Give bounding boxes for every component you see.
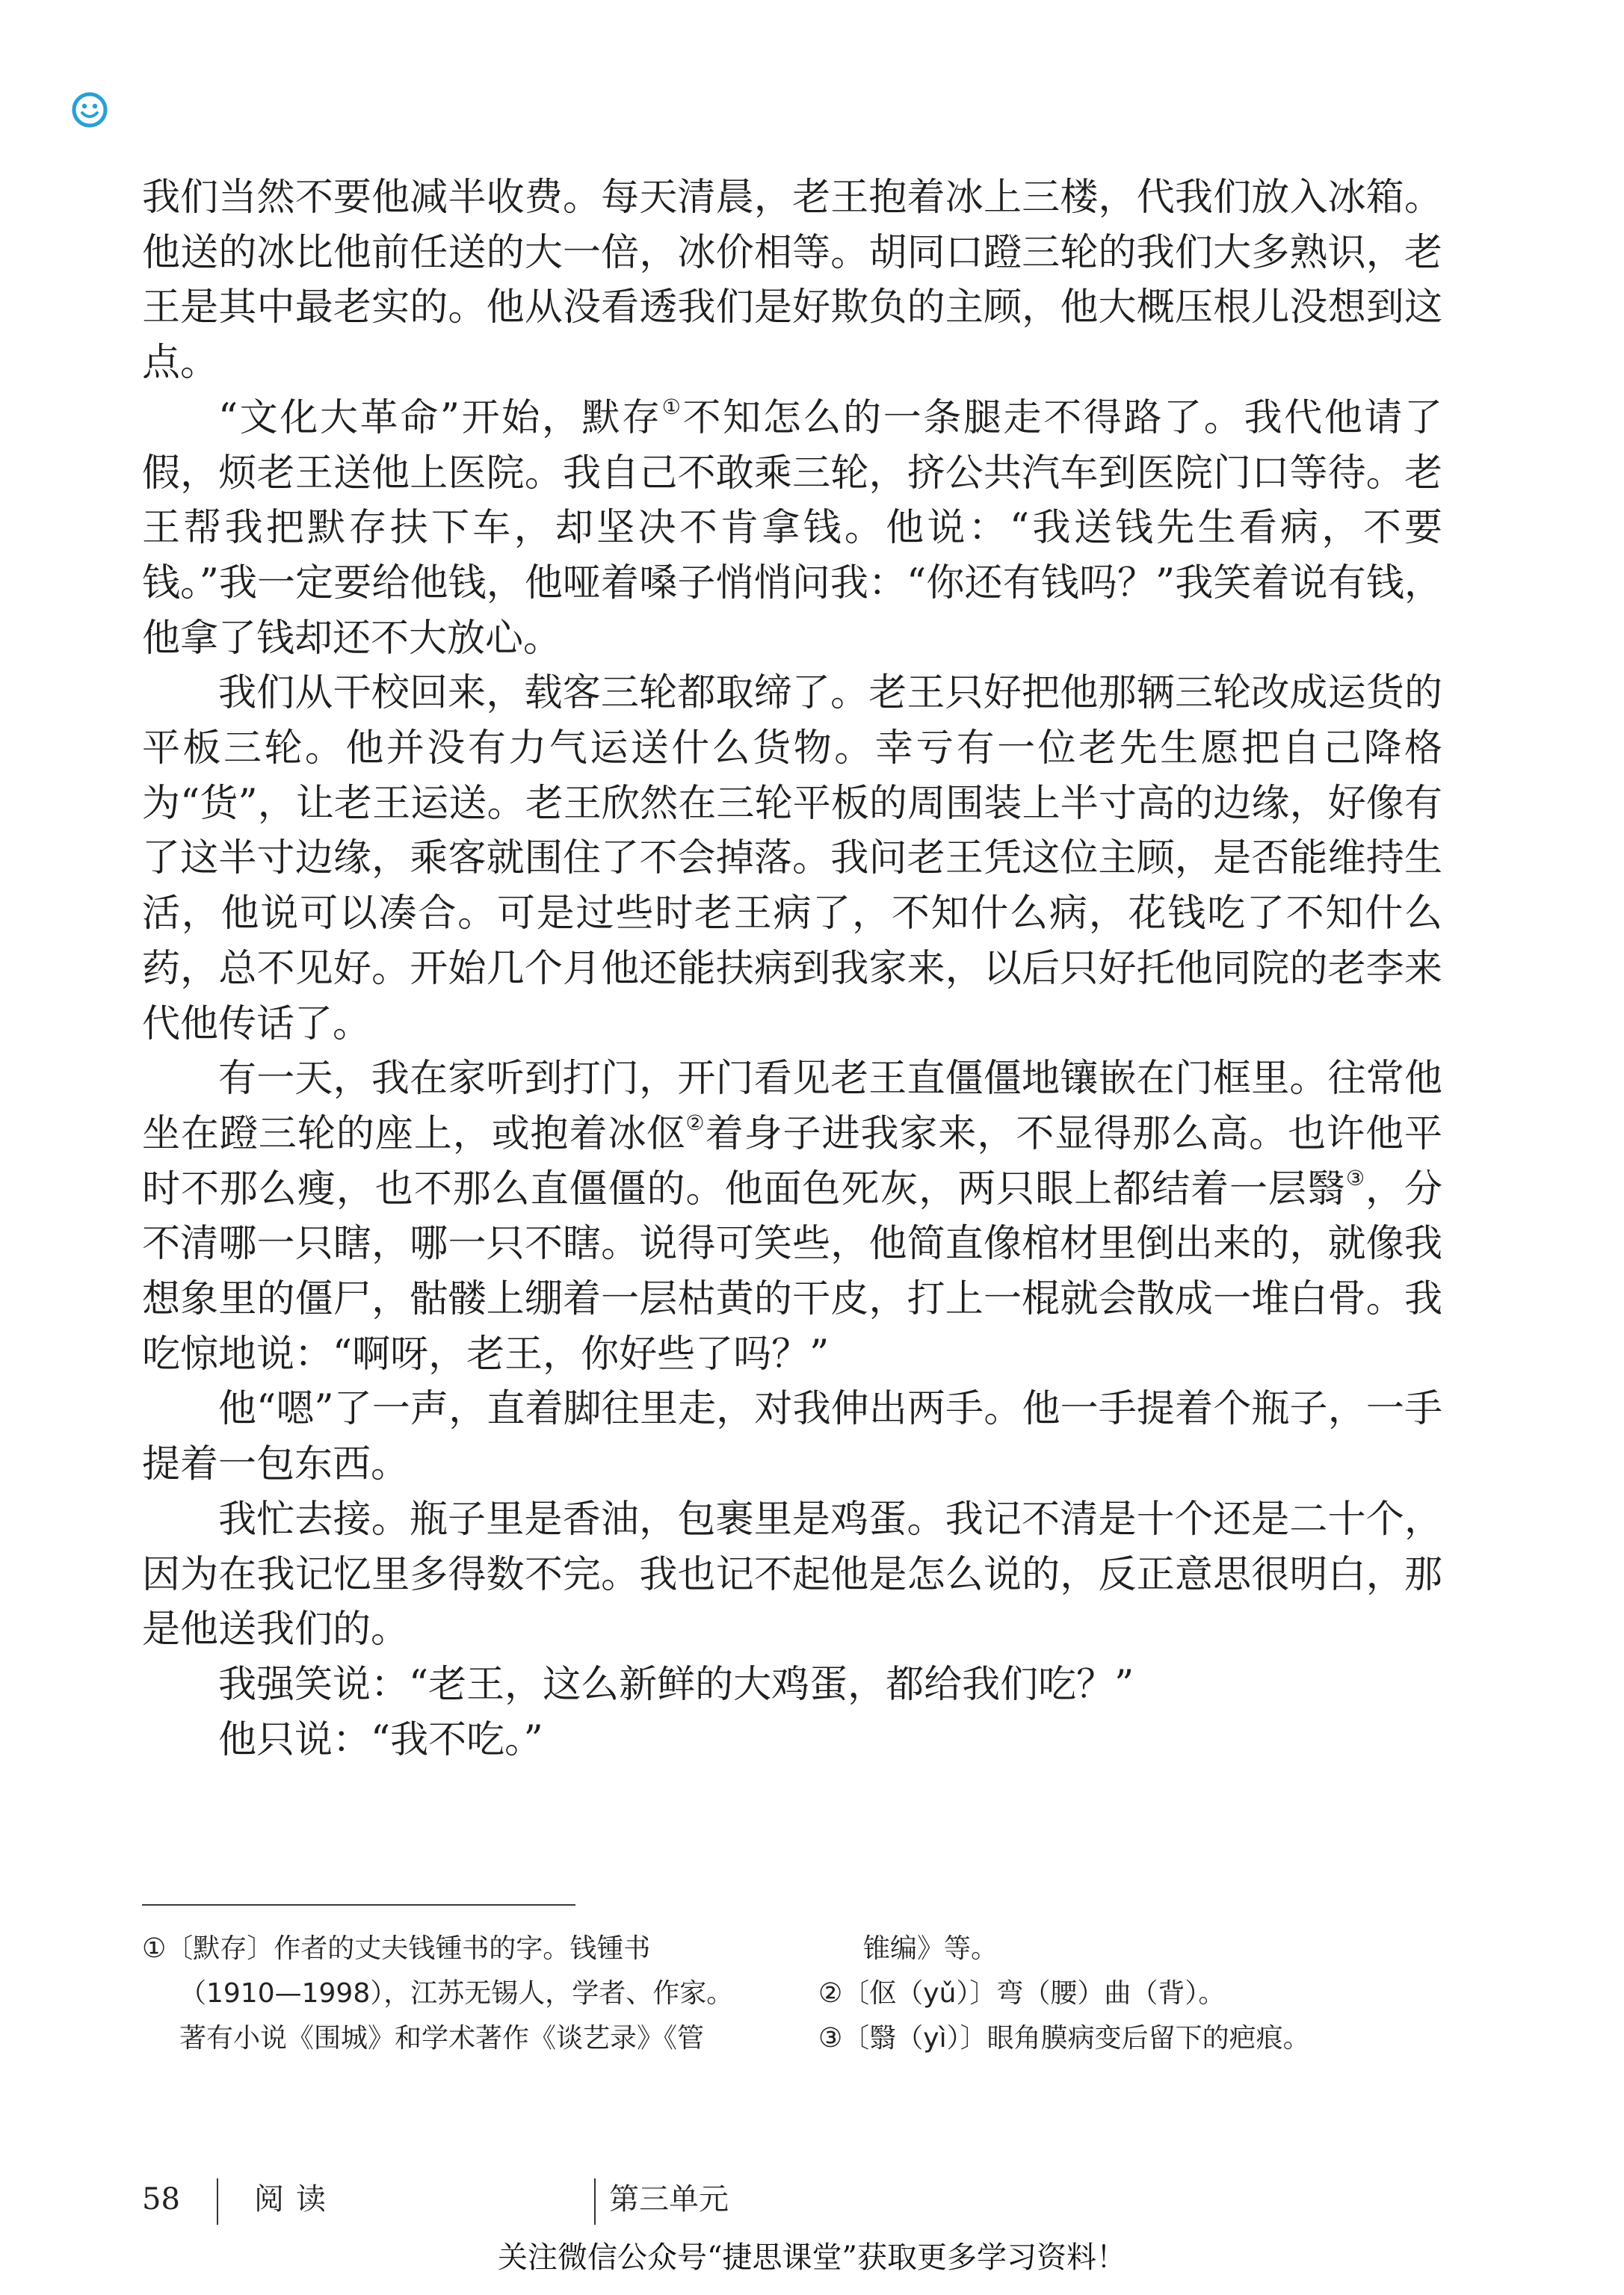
paragraph-2-text-a: “文化大革命”开始，默存 [218,395,662,440]
footnote-ref-2[interactable]: ② [685,1110,706,1135]
paragraph-4-text-b: 着身子进我家来，不显得那么高。也许他平时不那么瘦，也不那么直僵僵的。他面色死灰，两只眼上都结着一层翳 [142,1111,1442,1211]
footer-separator [594,2178,596,2225]
footer-separator [217,2178,218,2225]
paragraph-8: 他只说：“我不吃。” [218,1717,543,1762]
paragraph-4-text-a: 有一天，我在家听到打门，开门看见老王直僵僵地镶嵌在门框里。往常他坐在蹬三轮的座上，或抱着冰伛 [142,1057,1442,1156]
footnote-1-line-4: 锥编》等。 [863,1933,998,1964]
footnote-1-line-2: （1910—1998），江苏无锡人，学者、作家。 [179,1978,734,2009]
paragraph-4-text-c: ，分不清哪一只瞎，哪一只不瞎。说得可笑些，他简直像棺材里倒出来的，就像我想象里的僵尸，骷髅上绷着一层枯黄的干皮，打上一棍就会散成一堆白骨。我吃惊地说：“啊呀，老王，你好些了吗？” [142,1167,1442,1377]
paragraph-2-text-b: 不知怎么的一条腿走不得路了。我代他请了假，烦老王送他上医院。我自己不敢乘三轮，挤公共汽车到医院门口等待。老王帮我把默存扶下车，却坚决不肯拿钱。他说：“我送钱先生看病，不要钱。”我一定要给他钱，他哑着嗓子悄悄问我：“你还有钱吗？”我笑着说有钱，他拿了钱却还不大放心。 [142,395,1442,661]
footnote-3: ③〔翳（yì）〕眼角膜病变后留下的疤痕。 [818,2023,1310,2054]
footnotes-left-column [142,1927,762,2061]
article-body [142,170,1442,1767]
smiley-icon [71,91,108,129]
footnotes-right-column [818,1927,1446,2061]
footnote-1-line-1: ①〔默存〕作者的丈夫钱锺书的字。钱锺书 [142,1933,651,1964]
paragraph-7: 我强笑说：“老王，这么新鲜的大鸡蛋，都给我们吃？” [218,1662,1134,1707]
footnote-divider [142,1904,575,1906]
paragraph-2 [142,391,1442,667]
paragraph-5: 他“嗯”了一声，直着脚往里走，对我伸出两手。他一手提着个瓶子，一手提着一包东西。 [142,1387,1442,1487]
unit-label: 第三单元 [609,2182,729,2217]
footnote-ref-1[interactable]: ① [661,394,683,419]
footnote-2: ②〔伛（yǔ）〕弯（腰）曲（背）。 [818,1978,1226,2009]
footnote-1-line-3: 著有小说《围城》和学术著作《谈艺录》《管 [179,2023,705,2054]
footnote-ref-3[interactable]: ③ [1345,1165,1366,1190]
paragraph-4 [142,1051,1442,1382]
page-number: 58 [142,2182,180,2217]
section-label: 阅读 [254,2182,338,2217]
promo-banner: 关注微信公众号“捷思课堂”获取更多学习资料！ [498,2240,1126,2275]
paragraph-3: 我们从干校回来，载客三轮都取缔了。老王只好把他那辆三轮改成运货的平板三轮。他并没有力气运送什么货物。幸亏有一位老先生愿把自己降格为“货”，让老王运送。老王欣然在三轮平板的周围装上半寸高的边缘，好像有了这半寸边缘，乘客就围住了不会掉落。我问老王凭这位主顾，是否能维持生活，他说可以凑合。可是过些时老王病了，不知什么病，花钱吃了不知什么药，总不见好。开始几个月他还能扶病到我家来，以后只好托他同院的老李来代他传话了。 [142,671,1442,1046]
paragraph-6: 我忙去接。瓶子里是香油，包裹里是鸡蛋。我记不清是十个还是二十个，因为在我记忆里多得数不完。我也记不起他是怎么说的，反正意思很明白，那是他送我们的。 [142,1497,1442,1652]
paragraph-1: 我们当然不要他减半收费。每天清晨，老王抱着冰上三楼，代我们放入冰箱。他送的冰比他前任送的大一倍，冰价相等。胡同口蹬三轮的我们大多熟识，老王是其中最老实的。他从没看透我们是好欺负的主顾，他大概压根儿没想到这点。 [142,176,1442,386]
